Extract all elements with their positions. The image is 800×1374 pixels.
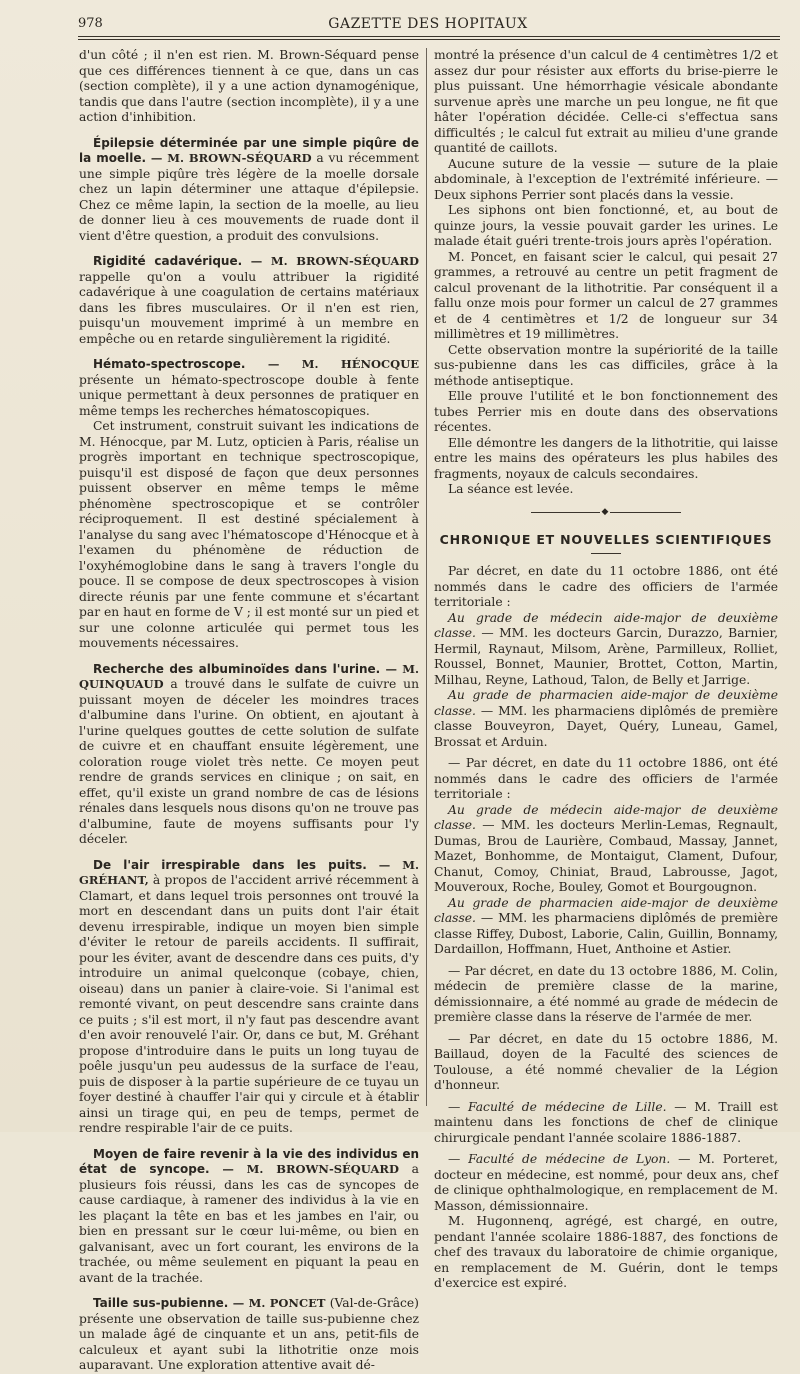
section-air-puits <box>79 858 419 1137</box>
paragraph: d'un côté ; il n'en est rien. M. Brown-Séquard pense que ces différences tiennent à ce que, dans un cas (section complète), il y a une action dynamogénique, tandis que dans l'autre (section incomplète), il y a une action d'inhibition. <box>79 48 419 124</box>
paragraph: Aucune suture de la vessie — suture de la plaie abdominale, à l'exception de l'extrémité inférieure. — Deux siphons Perrier sont placés dans la vessie. <box>434 156 778 202</box>
grade-list: — MM. les pharmaciens diplômés de première classe Riffey, Dubost, Laborie, Calin, Guillin, Bonnamy, Dardaillon, Hoffmann, Huet, Anthoine et Astier. <box>434 911 778 956</box>
section-ornament <box>531 508 681 518</box>
section-author: — M. GRÉHANT, <box>79 857 419 887</box>
paragraph: — Par décret, en date du 13 octobre 1886, M. Colin, médecin de première classe de la marine, démissionnaire, a été nommé au grade de médecin de première classe dans la réserve de l'armée de mer. <box>434 963 778 1024</box>
paragraph <box>434 688 778 750</box>
paragraph: Elle prouve l'utilité et le bon fonctionnement des tubes Perrier mis en doute dans des observations récentes. <box>434 389 778 434</box>
header-rule <box>78 36 780 37</box>
paragraph: Cet instrument, construit suivant les indications de M. Hénocque, par M. Lutz, opticien à Paris, réalise un progrès important en technique spectroscopique, puisqu'il est disposé de façon que deux personnes puissent observer en même temps le même phénomène spectroscopique et se contrôler réciproquement. Il est destiné spécialement à l'analyse du sang avec l'hématoscope d'Hénocque et à l'examen du phénomène de réduction de l'oxyhémoglobine dans le sang à travers l'ongle du pouce. Il se compose de deux spectroscopes à vision directe réunis par une fente commune et s'écartant par en haut en forme de V ; il est monté sur un pied et sur une colonne articulée qui permet tous les mouvements nécessaires. <box>79 419 419 650</box>
grade-label: Au grade de médecin aide-major de deuxième classe. <box>434 610 778 640</box>
section-author: — M. QUINQUAUD <box>79 661 419 691</box>
left-column <box>79 48 419 1374</box>
paragraph <box>434 611 778 689</box>
section-text: rappelle qu'on a voulu attribuer la rigidité cadavérique à une coagulation de certains matériaux dans les fibres musculaires. Or il n'en est rien, puisqu'un mouvement imprimé à un membre en empêche ou en retarde singulièrement la rigidité. <box>79 269 419 346</box>
section-title: Moyen de faire revenir à la vie des individus en état de syncope. <box>79 1146 419 1176</box>
page-number: 978 <box>78 16 103 31</box>
heading-rule <box>591 553 621 554</box>
grade-label: Au grade de pharmacien aide-major de deuxième classe. <box>434 688 778 718</box>
grade-label: Au grade de pharmacien aide-major de deuxième classe. <box>434 895 778 925</box>
paragraph <box>434 896 778 958</box>
grade-list: — MM. les docteurs Garcin, Durazzo, Barnier, Hermil, Raynaut, Milsom, Arène, Parmilleux, Rolliet, Roussel, Bonnet, Maunier, Brottet, Cotton, Martin, Milhau, Reyne, Lathoud, Talon, de Belly et Jarrige. <box>434 626 778 687</box>
section-text: a trouvé dans le sulfate de cuivre un puissant moyen de déceler les moindres traces d'albumine dans l'urine. On obtient, en ajoutant à l'urine quelques gouttes de cette solution de sulfate de cuivre et en chauffant ensuite légèrement, une coloration rouge violet très nette. Ce moyen peut rendre de grands services en clinique ; on sait, en effet, qu'il existe un grand nombre de cas de lésions rénales dans lesquels nous disons qu'on ne trouve pas d'albumine, faute de moyens suffisants pour l'y déceler. <box>79 677 419 846</box>
paragraph <box>434 1152 778 1214</box>
right-column <box>434 48 778 1292</box>
faculty-text: — M. Porteret, docteur en médecine, est nommé, pour deux ans, chef de clinique ophthalmologique, en remplacement de M. Masson, démissionnaire. <box>434 1152 779 1213</box>
paragraph: La séance est levée. <box>448 482 574 496</box>
section-title: Recherche des albuminoïdes dans l'urine. <box>93 661 381 676</box>
faculty-text: — M. Traill est maintenu dans les fonctions de chef de clinique chirurgicale pendant l'année scolaire 1886-1887. <box>434 1099 778 1145</box>
chronicle-heading: CHRONIQUE ET NOUVELLES SCIENTIFIQUES <box>439 531 773 547</box>
paragraph: montré la présence d'un calcul de 4 centimètres 1/2 et assez dur pour résister aux efforts du brise-pierre le plus puissant. Une hémorrhagie vésicale abondante survenue après une marche un peu longue, ne fit que hâter l'opération décidée. Celle-ci s'effectua sans difficultés ; le calcul fut extrait au milieu d'une grande quantité de caillots. <box>434 48 778 155</box>
grade-list: — MM. les docteurs Merlin-Lemas, Regnault, Dumas, Brou de Laurière, Combaud, Massay, Jannet, Mazet, Bonhomme, de Montaigut, Clament, Dufour, Chanut, Comoy, Chiniat, Braud, Labrousse, Jagot, Mouveroux, Roche, Bouley, Gomot et Bourgougnon. <box>434 818 778 894</box>
paragraph <box>434 1100 778 1147</box>
column-divider <box>426 48 427 1106</box>
section-title: Taille sus-pubienne. <box>93 1296 229 1310</box>
section-text: a plusieurs fois réussi, dans les cas de syncopes de cause cardiaque, à ramener des individus à la vie en les plaçant la tête en bas et les jambes en l'air, ou bien en pressant sur le cœur lui-même, ou bien en galvanisant, avec un fort courant, les environs de la trachée, ou même seulement en piquant la peau en avant de la trachée. <box>79 1162 419 1285</box>
faculty-label: — Faculté de médecine de Lille. <box>448 1099 667 1114</box>
section-text: (Val-de-Grâce) présente une observation de taille sus-pubienne chez un malade âgé de cinquante et un ans, petit-fils de calculeux et ayant subi la lithotritie onze mois auparavant. Une exploration attentive avait dé- <box>79 1296 419 1372</box>
section-author: — M. BROWN-SÉQUARD <box>242 254 419 268</box>
section-title: Hémato-spectroscope. <box>93 357 246 371</box>
paragraph: — Par décret, en date du 11 octobre 1886, ont été nommés dans le cadre des officiers de l'armée territoriale : <box>434 756 778 801</box>
section-rigidite <box>79 254 419 347</box>
section-epilepsie <box>79 136 419 245</box>
section-albuminoides <box>79 662 419 848</box>
paragraph: M. Hugonnenq, agrégé, est chargé, en outre, pendant l'année scolaire 1886-1887, des fonctions de chef des travaux du laboratoire de chimie organique, en remplacement de M. Guérin, dont le temps d'exercice est expiré. <box>434 1214 778 1290</box>
paragraph: M. Poncet, en faisant scier le calcul, qui pesait 27 grammes, a retrouvé au centre un petit fragment de calcul provenant de la lithotritie. Par conséquent il a fallu onze mois pour former un calcul de 27 grammes et de 4 centimètres et 1/2 de longueur sur 34 millimètres et 19 millimètres. <box>434 249 778 341</box>
section-author: — M. BROWN-SÉQUARD <box>150 151 312 165</box>
section-author: — M. HÉNOCQUE <box>245 357 419 371</box>
section-author: — M. PONCET <box>228 1296 326 1310</box>
paragraph: Elle démontre les dangers de la lithotritie, qui laisse entre les mains des opérateurs les plus habiles des fragments, noyaux de calculs secondaires. <box>434 435 778 481</box>
paragraph: Par décret, en date du 11 octobre 1886, ont été nommés dans le cadre des officiers de l'armée territoriale : <box>434 564 778 609</box>
faculty-label: — Faculté de médecine de Lyon. <box>448 1152 671 1166</box>
section-author: — M. BROWN-SÉQUARD <box>209 1162 399 1176</box>
section-title: Épilepsie déterminée par une simple piqûre de la moelle. <box>79 135 419 165</box>
grade-list: — MM. les pharmaciens diplômés de première classe Bouveyron, Dayet, Quéry, Luneau, Gamel, Brossat et Arduin. <box>434 703 778 749</box>
page-header <box>78 14 778 38</box>
running-title: GAZETTE DES HOPITAUX <box>328 16 528 32</box>
section-text: présente un hémato-spectroscope double à fente unique permettant à deux personnes de pratiquer en même temps les recherches hématoscopiques. <box>79 372 419 418</box>
paragraph: Cette observation montre la supériorité de la taille sus-pubienne dans les cas difficiles, grâce à la méthode antiseptique. <box>434 342 778 388</box>
ornament-diamond-icon: ◆ <box>601 506 609 517</box>
section-taille <box>79 1296 419 1374</box>
section-title: Rigidité cadavérique. <box>93 254 243 268</box>
header-rule-thin <box>78 39 780 40</box>
section-syncope <box>79 1147 419 1287</box>
paragraph: — Par décret, en date du 15 octobre 1886, M. Baillaud, doyen de la Faculté des sciences de Toulouse, a été nommé chevalier de la Légion d'honneur. <box>434 1031 778 1092</box>
grade-label: Au grade de médecin aide-major de deuxième classe. <box>434 802 778 832</box>
paragraph <box>434 803 778 896</box>
paragraph: Les siphons ont bien fonctionné, et, au bout de quinze jours, la vessie pouvait garder les urines. Le malade était guéri trente-trois jours après l'opération. <box>434 203 778 248</box>
section-hemato <box>79 357 419 419</box>
section-title: De l'air irrespirable dans les puits. <box>93 857 367 872</box>
section-text: a vu récemment une simple piqûre très légère de la moelle dorsale chez un lapin déterminer une attaque d'épilepsie. Chez ce même lapin, la section de la moelle, au lieu de donner lieu à ces mouvements de ruade dont il vient d'être question, a produit des convulsions. <box>79 151 419 243</box>
section-text: à propos de l'accident arrivé récemment à Clamart, et dans lequel trois personnes ont trouvé la mort en descendant dans un puits dont l'air était devenu irrespirable, indique un moyen bien simple d'éviter le retour de pareils accidents. Il suffirait, pour les éviter, avant de descendre dans ces puits, d'y introduire un animal quelconque (cobaye, chien, oiseau) dans un panier à claire-voie. Si l'animal est remonté vivant, on peut descendre sans crainte dans ce puits ; s'il est mort, il n'y faut pas descendre avant d'en avoir renouvelé l'air. Or, dans ce but, M. Gréhant propose d'introduire dans le puits un long tuyau de poêle jusqu'un peu audessus de la surface de l'eau, puis de disposer à la partie supérieure de ce tuyau un foyer destiné à chauffer l'air qui y circule et à établir ainsi un tirage qui, en peu de temps, permet de rendre respirable l'air de ce puits. <box>79 873 419 1135</box>
